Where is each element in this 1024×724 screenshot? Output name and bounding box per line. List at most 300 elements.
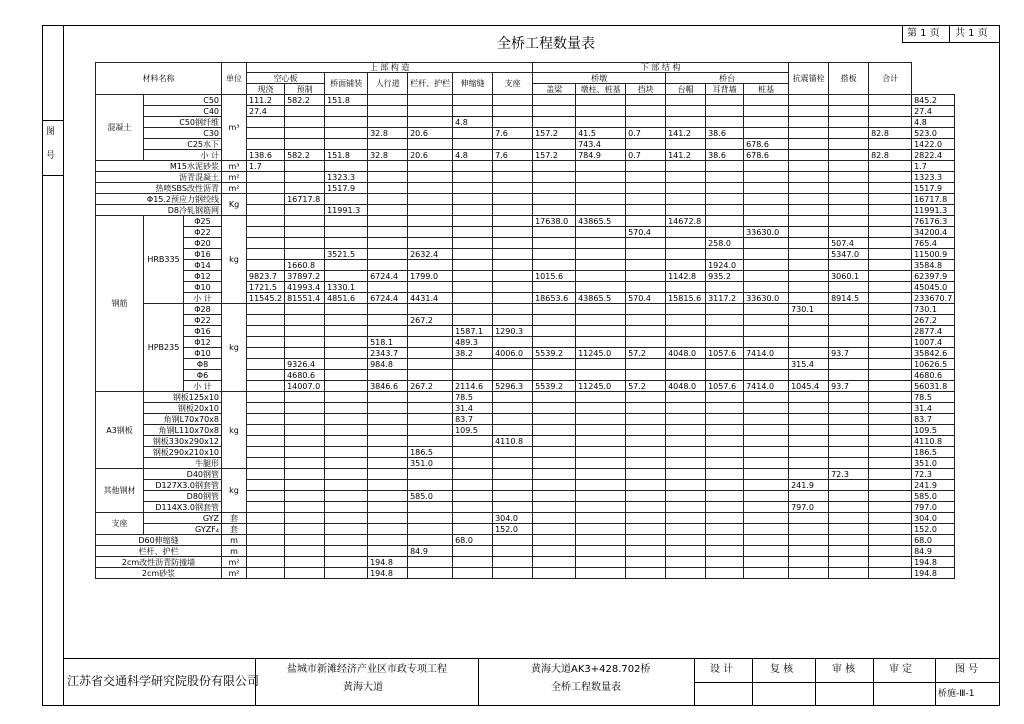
material-name: 2cm砂浆 <box>96 568 222 579</box>
value-cell <box>453 293 493 304</box>
col-pier: 桥墩 <box>533 73 666 84</box>
total-cell: 194.8 <box>912 568 955 579</box>
value-cell <box>368 392 408 403</box>
value-cell <box>744 502 789 513</box>
value-cell: 5296.3 <box>493 381 533 392</box>
value-cell <box>789 425 829 436</box>
check-label: 复 核 <box>770 664 794 675</box>
value-cell: 1057.6 <box>706 348 744 359</box>
value-cell <box>453 139 493 150</box>
value-cell <box>789 491 829 502</box>
value-cell <box>533 546 576 557</box>
value-cell <box>493 304 533 315</box>
value-cell <box>493 502 533 513</box>
value-cell: 33630.0 <box>744 293 789 304</box>
value-cell <box>789 282 829 293</box>
value-cell <box>368 194 408 205</box>
value-cell <box>789 260 829 271</box>
value-cell <box>626 557 666 568</box>
drawing-line2: 全桥工程数量表 <box>551 682 621 693</box>
value-cell <box>325 392 368 403</box>
value-cell <box>706 249 744 260</box>
value-cell <box>493 282 533 293</box>
total-cell: 68.0 <box>912 535 955 546</box>
total-cell: 1323.3 <box>912 172 955 183</box>
value-cell <box>789 458 829 469</box>
material-name: C40 <box>144 106 222 117</box>
value-cell <box>533 172 576 183</box>
value-cell <box>829 326 869 337</box>
value-cell <box>744 304 789 315</box>
value-cell <box>493 469 533 480</box>
value-cell: 1721.5 <box>247 282 285 293</box>
value-cell <box>368 249 408 260</box>
value-cell <box>706 447 744 458</box>
value-cell <box>576 271 626 282</box>
value-cell <box>285 568 325 579</box>
value-cell <box>247 315 285 326</box>
value-cell <box>706 502 744 513</box>
value-cell <box>368 172 408 183</box>
value-cell <box>576 535 626 546</box>
value-cell <box>869 337 912 348</box>
value-cell <box>576 183 626 194</box>
value-cell <box>408 238 453 249</box>
value-cell <box>706 282 744 293</box>
total-cell: 765.4 <box>912 238 955 249</box>
value-cell <box>829 458 869 469</box>
value-cell <box>325 491 368 502</box>
value-cell <box>247 183 285 194</box>
unit-cell: m <box>222 535 247 546</box>
value-cell <box>706 524 744 535</box>
value-cell <box>408 260 453 271</box>
value-cell <box>325 381 368 392</box>
total-cell: 31.4 <box>912 403 955 414</box>
value-cell <box>706 425 744 436</box>
value-cell: 258.0 <box>706 238 744 249</box>
value-cell <box>744 238 789 249</box>
value-cell <box>325 359 368 370</box>
value-cell <box>744 370 789 381</box>
value-cell <box>666 524 706 535</box>
value-cell <box>706 216 744 227</box>
value-cell <box>247 436 285 447</box>
value-cell: 2343.7 <box>368 348 408 359</box>
value-cell <box>453 95 493 106</box>
value-cell <box>247 139 285 150</box>
value-cell <box>285 337 325 348</box>
total-cell: 109.5 <box>912 425 955 436</box>
value-cell <box>666 458 706 469</box>
value-cell <box>744 392 789 403</box>
value-cell <box>285 491 325 502</box>
diameter-cell: Φ28 <box>184 304 222 315</box>
value-cell: 4680.6 <box>285 370 325 381</box>
value-cell <box>829 524 869 535</box>
value-cell <box>744 359 789 370</box>
value-cell <box>368 469 408 480</box>
table-row <box>96 194 955 205</box>
table-row <box>96 392 955 403</box>
value-cell <box>453 502 493 513</box>
value-cell: 15815.6 <box>666 293 706 304</box>
total-cell: 2822.4 <box>912 150 955 161</box>
total-cell: 730.1 <box>912 304 955 315</box>
value-cell <box>533 139 576 150</box>
value-cell <box>285 414 325 425</box>
value-cell <box>626 436 666 447</box>
value-cell <box>453 238 493 249</box>
value-cell <box>368 502 408 513</box>
value-cell <box>285 227 325 238</box>
material-name: D8冷轧钢筋网 <box>96 205 222 216</box>
value-cell <box>829 315 869 326</box>
value-cell <box>247 458 285 469</box>
value-cell <box>744 535 789 546</box>
value-cell <box>706 392 744 403</box>
value-cell <box>744 271 789 282</box>
value-cell <box>626 260 666 271</box>
value-cell <box>744 172 789 183</box>
value-cell <box>285 172 325 183</box>
value-cell <box>626 337 666 348</box>
value-cell <box>408 106 453 117</box>
value-cell <box>789 315 829 326</box>
value-cell <box>789 436 829 447</box>
value-cell <box>576 502 626 513</box>
total-cell: 34200.4 <box>912 227 955 238</box>
value-cell <box>453 315 493 326</box>
value-cell <box>869 370 912 381</box>
value-cell <box>576 425 626 436</box>
value-cell <box>744 194 789 205</box>
value-cell: 8914.5 <box>829 293 869 304</box>
value-cell <box>789 106 829 117</box>
value-cell <box>869 117 912 128</box>
value-cell <box>869 249 912 260</box>
group-label: A3钢板 <box>96 392 144 469</box>
value-cell <box>408 139 453 150</box>
value-cell <box>247 568 285 579</box>
value-cell <box>453 161 493 172</box>
value-cell: 1323.3 <box>325 172 368 183</box>
value-cell <box>493 117 533 128</box>
value-cell <box>869 524 912 535</box>
total-cell: 84.9 <box>912 546 955 557</box>
value-cell: 2632.4 <box>408 249 453 260</box>
unit-cell: Kg <box>222 194 247 216</box>
value-cell <box>869 392 912 403</box>
value-cell <box>493 315 533 326</box>
value-cell <box>789 117 829 128</box>
unit-cell: m² <box>222 557 247 568</box>
total-cell: 62397.9 <box>912 271 955 282</box>
total-cell: 351.0 <box>912 458 955 469</box>
value-cell <box>869 326 912 337</box>
value-cell <box>533 392 576 403</box>
value-cell <box>368 447 408 458</box>
value-cell <box>247 370 285 381</box>
unit-cell: kg <box>222 304 247 392</box>
value-cell <box>666 227 706 238</box>
col-earwall: 耳背墙 <box>706 84 744 95</box>
value-cell <box>247 194 285 205</box>
value-cell <box>869 480 912 491</box>
table-row <box>96 568 955 579</box>
value-cell: 43865.5 <box>576 216 626 227</box>
total-cell: 797.0 <box>912 502 955 513</box>
value-cell <box>744 557 789 568</box>
value-cell <box>869 205 912 216</box>
value-cell <box>744 216 789 227</box>
value-cell <box>533 513 576 524</box>
value-cell: 518.1 <box>368 337 408 348</box>
value-cell <box>285 535 325 546</box>
value-cell <box>493 425 533 436</box>
total-cell: 83.7 <box>912 414 955 425</box>
value-cell: 984.8 <box>368 359 408 370</box>
value-cell: 27.4 <box>247 106 285 117</box>
value-cell: 4048.0 <box>666 348 706 359</box>
value-cell <box>706 513 744 524</box>
material-name: 钢板330x290x12 <box>144 436 222 447</box>
diameter-cell: Φ8 <box>184 359 222 370</box>
value-cell: 241.9 <box>789 480 829 491</box>
value-cell: 304.0 <box>493 513 533 524</box>
value-cell: 570.4 <box>626 227 666 238</box>
value-cell <box>666 403 706 414</box>
value-cell <box>247 117 285 128</box>
value-cell <box>789 392 829 403</box>
value-cell <box>744 205 789 216</box>
total-cell: 11991.3 <box>912 205 955 216</box>
value-cell <box>576 326 626 337</box>
value-cell <box>706 535 744 546</box>
value-cell <box>744 524 789 535</box>
value-cell <box>247 392 285 403</box>
value-cell <box>666 359 706 370</box>
page-total: 共 1 页 <box>955 28 988 39</box>
col-hollow: 空心板 <box>247 73 325 84</box>
value-cell <box>325 337 368 348</box>
value-cell <box>666 117 706 128</box>
value-cell <box>869 348 912 359</box>
col-material: 材料名称 <box>96 63 222 95</box>
value-cell <box>869 183 912 194</box>
value-cell <box>626 216 666 227</box>
table-row <box>96 524 955 535</box>
value-cell <box>829 95 869 106</box>
col-cast: 现浇 <box>247 84 285 95</box>
tb-mid <box>694 682 1000 683</box>
diameter-cell: Φ16 <box>184 326 222 337</box>
total-cell: 186.5 <box>912 447 955 458</box>
value-cell <box>408 337 453 348</box>
col-precast: 预制 <box>285 84 325 95</box>
value-cell <box>533 194 576 205</box>
value-cell <box>576 194 626 205</box>
value-cell <box>626 359 666 370</box>
value-cell <box>493 194 533 205</box>
unit-cell: m² <box>222 172 247 183</box>
value-cell <box>789 403 829 414</box>
value-cell <box>368 95 408 106</box>
material-name: 栏杆、护栏 <box>96 546 222 557</box>
diameter-cell: Φ10 <box>184 282 222 293</box>
value-cell <box>626 535 666 546</box>
diameter-cell: Φ20 <box>184 238 222 249</box>
value-cell <box>789 95 829 106</box>
value-cell <box>576 546 626 557</box>
value-cell <box>285 425 325 436</box>
value-cell <box>493 557 533 568</box>
value-cell: 5347.0 <box>829 249 869 260</box>
value-cell: 32.8 <box>368 128 408 139</box>
material-name: Φ15.2预应力钢绞线 <box>96 194 222 205</box>
value-cell <box>829 337 869 348</box>
value-cell <box>325 480 368 491</box>
value-cell <box>285 315 325 326</box>
value-cell <box>285 447 325 458</box>
value-cell: 1015.6 <box>533 271 576 282</box>
value-cell <box>453 359 493 370</box>
value-cell <box>285 205 325 216</box>
value-cell <box>325 161 368 172</box>
value-cell: 4431.4 <box>408 293 453 304</box>
value-cell <box>247 469 285 480</box>
material-name: D127X3.0钢套管 <box>144 480 222 491</box>
value-cell: 585.0 <box>408 491 453 502</box>
value-cell <box>744 403 789 414</box>
value-cell: 267.2 <box>408 315 453 326</box>
value-cell <box>744 249 789 260</box>
value-cell <box>829 260 869 271</box>
value-cell <box>325 106 368 117</box>
value-cell <box>533 502 576 513</box>
value-cell <box>325 315 368 326</box>
value-cell <box>247 216 285 227</box>
value-cell: 157.2 <box>533 150 576 161</box>
value-cell <box>408 535 453 546</box>
value-cell <box>493 370 533 381</box>
value-cell: 489.3 <box>453 337 493 348</box>
value-cell <box>493 546 533 557</box>
titleblock-top <box>63 658 1000 659</box>
diameter-cell: Φ12 <box>184 337 222 348</box>
value-cell <box>368 326 408 337</box>
diameter-cell: 小 计 <box>184 293 222 304</box>
value-cell <box>626 161 666 172</box>
value-cell <box>325 546 368 557</box>
total-cell: 27.4 <box>912 106 955 117</box>
value-cell: 1.7 <box>247 161 285 172</box>
value-cell: 3521.5 <box>325 249 368 260</box>
value-cell: 57.2 <box>626 381 666 392</box>
value-cell <box>325 227 368 238</box>
col-abutpile: 桩基 <box>744 84 789 95</box>
col-abutcap: 台帽 <box>666 84 706 95</box>
value-cell <box>368 513 408 524</box>
value-cell <box>247 502 285 513</box>
value-cell <box>368 183 408 194</box>
value-cell <box>744 447 789 458</box>
material-name: GYZ <box>144 513 222 524</box>
value-cell <box>706 359 744 370</box>
group-label: 支座 <box>96 513 144 535</box>
value-cell <box>408 227 453 238</box>
unit-cell: m³ <box>222 95 247 161</box>
value-cell <box>285 513 325 524</box>
value-cell <box>666 436 706 447</box>
value-cell: 797.0 <box>789 502 829 513</box>
value-cell <box>789 513 829 524</box>
diameter-cell: Φ12 <box>184 271 222 282</box>
value-cell <box>666 183 706 194</box>
value-cell <box>626 491 666 502</box>
value-cell <box>533 117 576 128</box>
value-cell <box>626 469 666 480</box>
value-cell <box>576 227 626 238</box>
value-cell <box>576 403 626 414</box>
value-cell <box>325 557 368 568</box>
value-cell <box>576 205 626 216</box>
value-cell <box>789 150 829 161</box>
value-cell <box>368 425 408 436</box>
quantity-table <box>95 62 955 579</box>
value-cell <box>325 403 368 414</box>
value-cell <box>789 535 829 546</box>
value-cell <box>368 370 408 381</box>
value-cell <box>408 414 453 425</box>
value-cell <box>789 447 829 458</box>
value-cell: 1142.8 <box>666 271 706 282</box>
value-cell <box>869 172 912 183</box>
material-name: 钢板290x210x10 <box>144 447 222 458</box>
value-cell: 157.2 <box>533 128 576 139</box>
value-cell <box>576 568 626 579</box>
value-cell <box>789 524 829 535</box>
value-cell: 7414.0 <box>744 348 789 359</box>
value-cell: 151.8 <box>325 150 368 161</box>
value-cell <box>706 557 744 568</box>
value-cell <box>247 535 285 546</box>
value-cell <box>285 238 325 249</box>
value-cell: 83.7 <box>453 414 493 425</box>
value-cell <box>285 403 325 414</box>
value-cell <box>789 216 829 227</box>
value-cell <box>453 249 493 260</box>
value-cell <box>325 447 368 458</box>
project-line1: 盐城市新滩经济产业区市政专项工程 <box>287 664 447 675</box>
value-cell: 6724.4 <box>368 271 408 282</box>
value-cell <box>285 502 325 513</box>
value-cell: 16717.8 <box>285 194 325 205</box>
diameter-cell: Φ25 <box>184 216 222 227</box>
value-cell <box>744 414 789 425</box>
value-cell: 11991.3 <box>325 205 368 216</box>
value-cell <box>285 139 325 150</box>
value-cell <box>368 117 408 128</box>
value-cell: 43865.5 <box>576 293 626 304</box>
value-cell <box>626 315 666 326</box>
value-cell <box>829 568 869 579</box>
value-cell <box>325 425 368 436</box>
value-cell <box>666 194 706 205</box>
value-cell <box>744 117 789 128</box>
total-cell: 76176.3 <box>912 216 955 227</box>
value-cell <box>666 447 706 458</box>
